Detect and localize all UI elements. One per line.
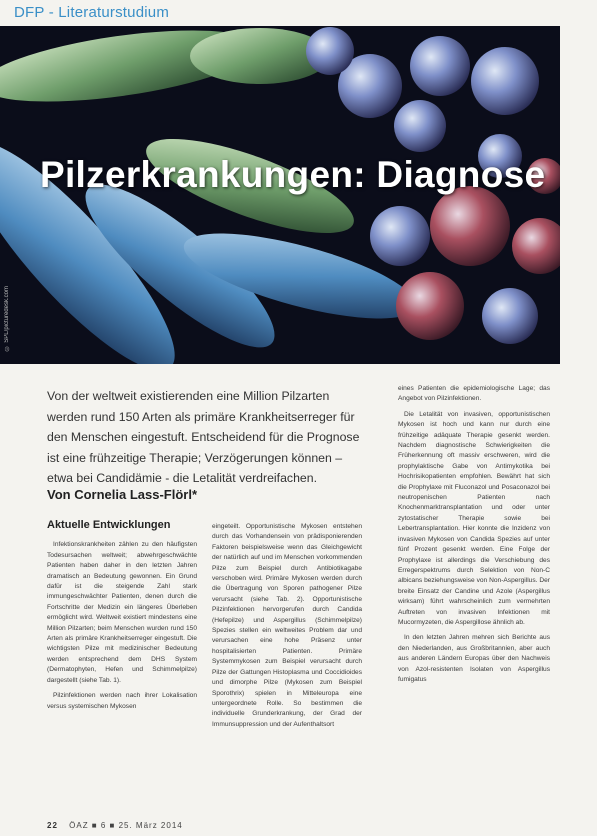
paragraph: In den letzten Jahren mehren sich Berichte aus den Niederlanden, aus Großbritannien, aber auch aus anderen Ländern Europas über den Nachweis von Azol-resistenten Isolaten von Aspergillus fumigatus	[398, 634, 550, 683]
page-footer	[47, 821, 183, 830]
paragraph: eingeteilt. Opportunistische Mykosen entstehen durch das Vorhandensein von prädisponierenden Faktoren beispielsweise wenn das Gleichgewicht der natürlich auf und im Menschen vorkommenden Pilze zum Beispiel durch Antibiotikagabe verschoben wird. Primäre Mykosen werden durch die Übertragung von Sporen pathogener Pilze verursacht (siehe Tab. 2). Opportunistische Pilzinfektionen hervorgerufen durch Candida (Hefepilze) und Aspergillus (Schimmelpilze) Spezies stellen ein weltweites Problem dar und verursachen eine hohe Präsenz unter hospitalisierten Patienten. Primäre Systemmykosen zum Beispiel verursacht durch Pilze der Gattungen Histoplasma und Coccidioides und dimorphe Pilze (Mykosen zum Beispiel Sporothrix) spielen in Mitteleuropa eine untergeordnete Rolle. So bestimmen die individuelle Grunderkrankung, der Grad der Immunsuppression und der Aufenthaltsort	[212, 523, 362, 728]
column-2	[212, 522, 362, 735]
paragraph: Pilzinfektionen werden nach ihrer Lokalisation versus systemischen Mykosen	[47, 692, 197, 710]
hero-image	[0, 26, 560, 364]
page-number: 22	[47, 821, 58, 830]
section-heading: Aktuelle Entwicklungen	[47, 519, 171, 531]
paragraph: eines Patienten die epidemiologische Lage; das Angebot von Pilzinfektionen.	[398, 385, 550, 403]
section-label: DFP - Literaturstudium	[14, 4, 170, 21]
photo-credit: © SPL/picturedesk.com	[4, 286, 10, 351]
paragraph: Infektionskrankheiten zählen zu den häufigsten Todesursachen weltweit; abwehrgeschwächte Patienten haben daher in den letzten Jahren dramatisch an Bedeutung gewonnen. Ein Grund dafür ist die steigende Zahl stark immungeschwächter Patienten, denen durch die Fortschritte der Medizin ein längeres Überleben ermöglicht wird. Weltweit existiert mindestens eine Million Pilzarten; beim Menschen wurden rund 150 Arten als primäre Krankheitserreger eingestuft. Die wichtigsten Pilze mit medizinischer Bedeutung werden entsprechend dem DHS System (Dermatophyten, Hefen und Schimmelpilze) dargestellt (siehe Tab. 1).	[47, 541, 197, 684]
article-title: Pilzerkrankungen: Diagnose	[40, 154, 546, 195]
publication-info: ÖAZ ■ 6 ■ 25. März 2014	[69, 821, 183, 830]
lead-paragraph: Von der weltweit existierenden eine Million Pilzarten werden rund 150 Arten als primäre Krankheitserreger für den Menschen eingestuft. Entscheidend für die Prognose ist eine frühzeitige Therapie; Verzögerungen können – etwa bei Candidämie - die Letalität verdreifachen.	[47, 389, 360, 485]
column-1	[47, 520, 197, 717]
column-3	[398, 384, 550, 690]
author-byline: Von Cornelia Lass-Flörl*	[47, 487, 198, 502]
paragraph: Die Letalität von invasiven, opportunistischen Mykosen ist hoch und kann nur durch eine frühzeitige adäquate Therapie gesenkt werden. Nachdem diagnostische Schwierigkeiten die Früherkennung oft massiv erschweren, wird die prophylaktische Gabe von Antimykotika bei Hochrisikopatienten empfohlen. Bewährt hat sich die Prophylaxe mit Fluconazol und Posaconazol bei neutropenischen Patienten nach Knochenmarktransplantation und oder unter zytostatischer Therapie sowie bei Lebertransplantation. Hier konnte die Inzidenz von invasiven Mykosen von Candida Spezies auf unter fünf Prozent gesenkt werden. Eine Folge der Prophylaxe ist allerdings die Verschiebung des Erregerspektrums durch Selektion von Non-C albicans beziehungsweise von Non-Aspergillus. Der breite Einsatz der Candine und Azole (Aspergillus wirksam) führt wahrscheinlich zum vermehrten Auftreten von invasiven Infektionen mit Mucormyzeten, die Aspergillose ähnlich ab.	[398, 410, 550, 626]
